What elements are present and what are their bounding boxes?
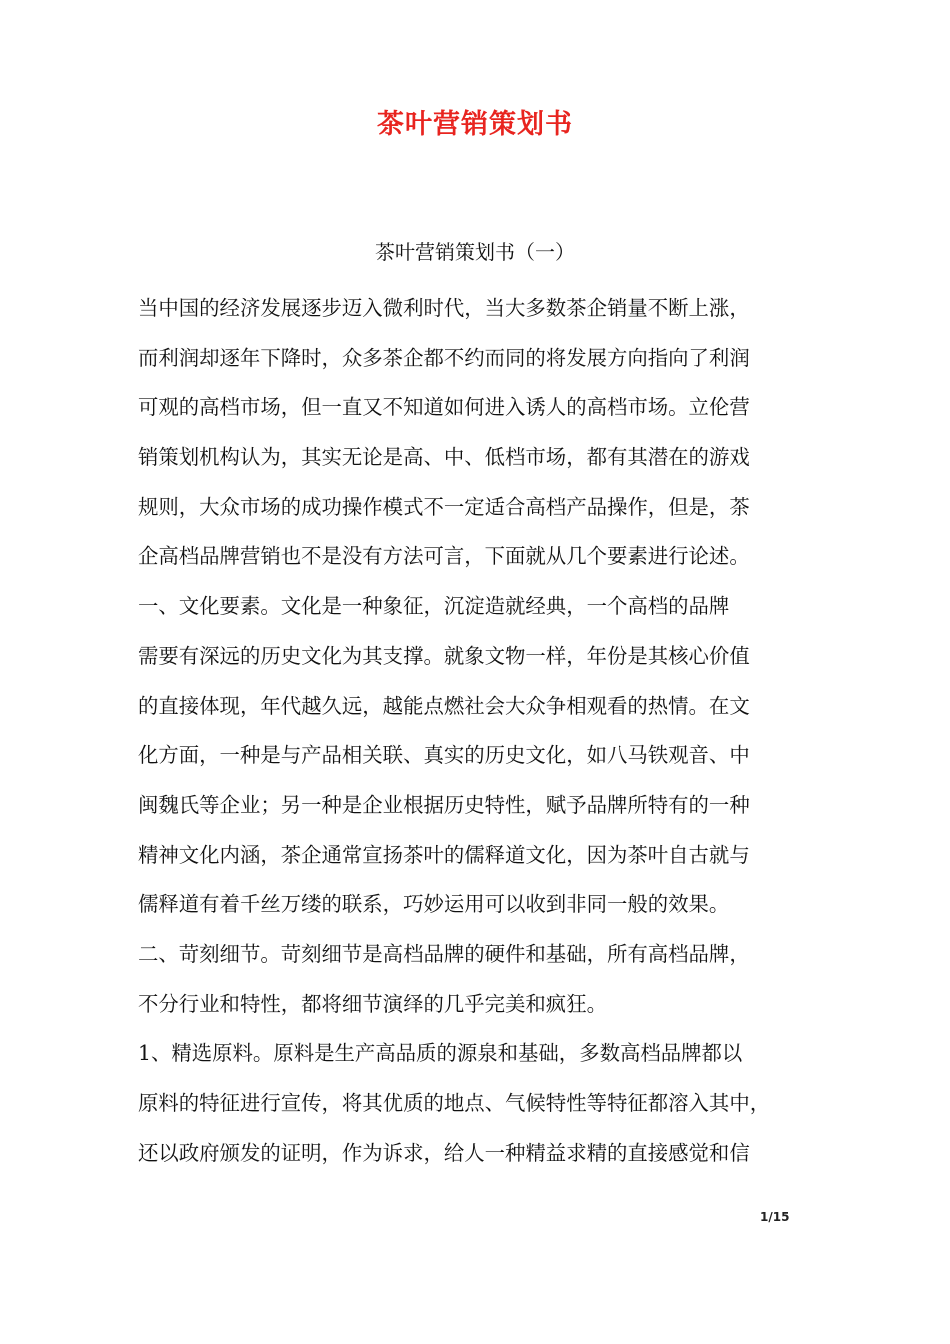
body-line: 二、苛刻细节。苛刻细节是高档品牌的硬件和基础，所有高档品牌， xyxy=(138,941,750,966)
body-line: 闽魏氏等企业；另一种是企业根据历史特性，赋予品牌所特有的一种 xyxy=(138,792,750,817)
body-line: 还以政府颁发的证明，作为诉求，给人一种精益求精的直接感觉和信 xyxy=(138,1140,750,1165)
section-heading: 茶叶营销策划书（一） xyxy=(375,240,575,264)
body-line: 一、文化要素。文化是一种象征，沉淀造就经典，一个高档的品牌 xyxy=(138,594,730,619)
body-line: 的直接体现，年代越久远，越能点燃社会大众争相观看的热情。在文 xyxy=(138,693,750,718)
body-line: 不分行业和特性，都将细节演绎的几乎完美和疯狂。 xyxy=(138,991,607,1016)
body-line: 儒释道有着千丝万缕的联系，巧妙运用可以收到非同一般的效果。 xyxy=(138,892,730,917)
body-line: 1、精选原料。原料是生产高品质的源泉和基础，多数高档品牌都以 xyxy=(138,1041,743,1066)
body-line: 销策划机构认为，其实无论是高、中、低档市场，都有其潜在的游戏 xyxy=(138,445,750,470)
body-line: 可观的高档市场，但一直又不知道如何进入诱人的高档市场。立伦营 xyxy=(138,395,750,420)
page-number: 1/15 xyxy=(760,1210,790,1224)
body-line: 需要有深远的历史文化为其支撑。就象文物一样，年份是其核心价值 xyxy=(138,643,750,668)
document-body xyxy=(138,284,818,1178)
body-line: 而利润却逐年下降时，众多茶企都不约而同的将发展方向指向了利润 xyxy=(138,345,750,370)
body-line: 化方面，一种是与产品相关联、真实的历史文化，如八马铁观音、中 xyxy=(138,743,750,768)
body-line: 当中国的经济发展逐步迈入微利时代，当大多数茶企销量不断上涨， xyxy=(138,296,750,320)
body-line: 原料的特征进行宣传，将其优质的地点、气候特性等特征都溶入其中， xyxy=(138,1091,771,1115)
document-title: 茶叶营销策划书 xyxy=(377,109,573,140)
body-line: 规则，大众市场的成功操作模式不一定适合高档产品操作，但是，茶 xyxy=(138,494,750,519)
body-line: 精神文化内涵，茶企通常宣扬茶叶的儒释道文化，因为茶叶自古就与 xyxy=(138,842,750,867)
body-line: 企高档品牌营销也不是没有方法可言，下面就从几个要素进行论述。 xyxy=(138,544,750,569)
